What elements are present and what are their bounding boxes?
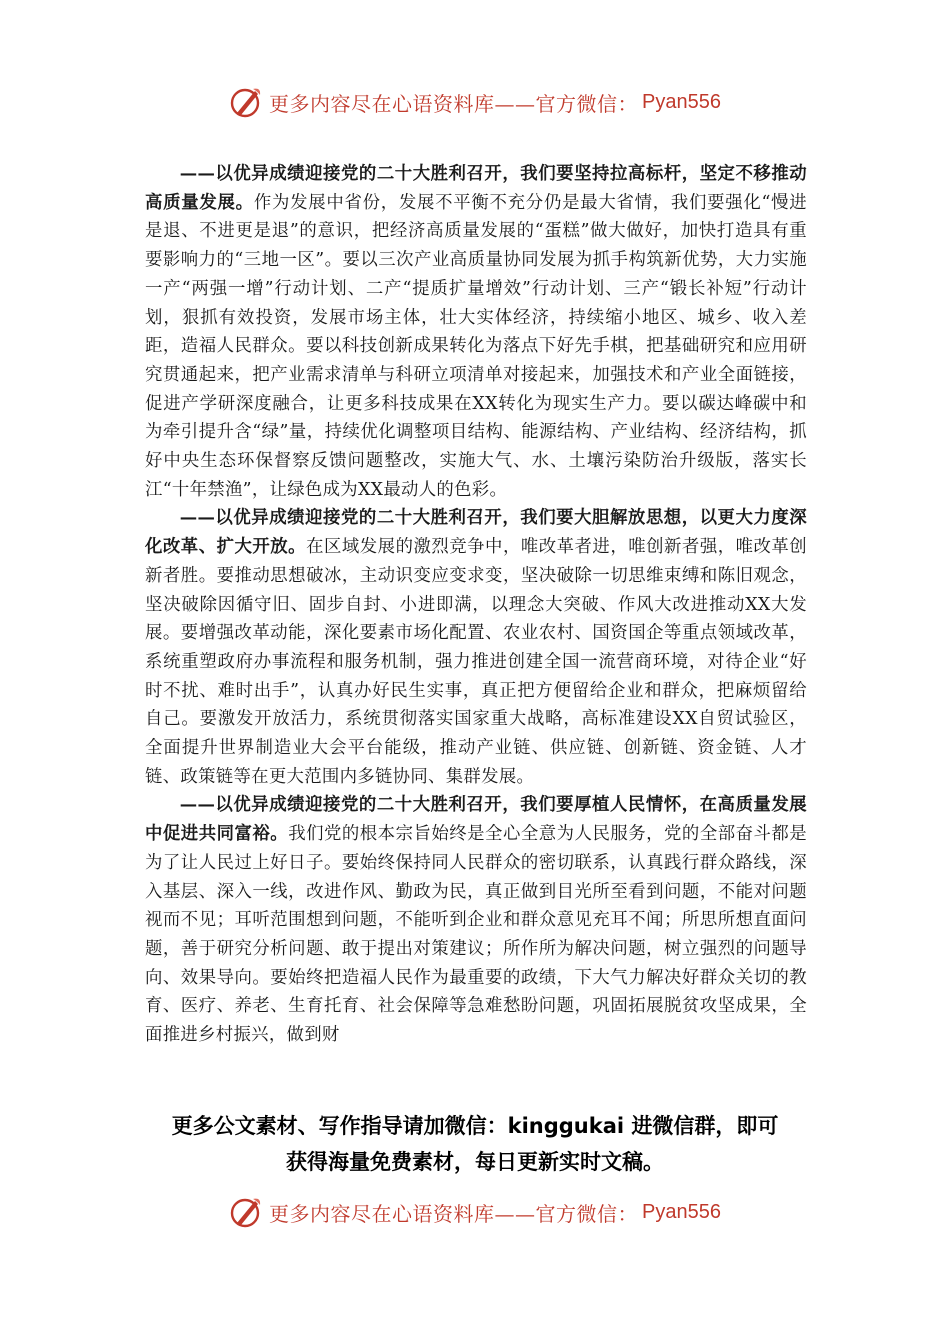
paragraph-1 <box>145 160 807 504</box>
banner-text: 更多内容尽在心语资料库——官方微信： <box>269 1201 639 1226</box>
quill-pen-logo-icon <box>229 1195 263 1229</box>
banner-wechat-id: Pyan556 <box>642 90 721 113</box>
quill-pen-logo-icon <box>229 85 263 119</box>
paragraph-lead: ——以优异成绩迎接党的二十大胜利召开，我们要厚植人民情怀，在高质量发展中促进共同富裕。 <box>145 795 807 845</box>
header-banner <box>0 82 950 122</box>
promo-line-1: 更多公文素材、写作指导请加微信：kinggukai 进微信群，即可 <box>171 1114 779 1138</box>
paragraph-3 <box>145 791 807 1049</box>
paragraph-2 <box>145 504 807 791</box>
paragraph-text: 在区域发展的激烈竞争中，唯改革者进，唯创新者强，唯改革创新者胜。要推动思想破冰，主动识变应变求变，坚决破除一切思维束缚和陈旧观念，坚决破除因循守旧、固步自封、小进即满，以理念大突破、作风大改进推动XX大发展。要增强改革动能，深化要素市场化配置、农业农村、国资国企等重点领域改革，系统重塑政府办事流程和服务机制，强力推进创建全国一流营商环境，对待企业“好时不扰、难时出手”，认真办好民生实事，真正把方便留给企业和群众，把麻烦留给自己。要激发开放活力，系统贯彻落实国家重大战略，高标准建设XX自贸试验区，全面提升世界制造业大会平台能级，推动产业链、供应链、创新链、资金链、人才链、政策链等在更大范围内多链协同、集群发展。 <box>145 537 807 787</box>
promo-line-2: 获得海量免费素材，每日更新实时文稿。 <box>286 1150 664 1174</box>
paragraph-lead: ——以优异成绩迎接党的二十大胜利召开，我们要大胆解放思想，以更大力度深化改革、扩大开放。 <box>145 508 807 558</box>
promo-notice <box>0 1108 950 1180</box>
paragraph-text: 作为发展中省份，发展不平衡不充分仍是最大省情，我们要强化“慢进是退、不进更是退”的意识，把经济高质量发展的“蛋糕”做大做好，加快打造具有重要影响力的“三地一区”。要以三次产业高质量协同发展为抓手构筑新优势，大力实施一产“两强一增”行动计划、二产“提质扩量增效”行动计划、三产“锻长补短”行动计划，狠抓有效投资，发展市场主体，壮大实体经济，持续缩小地区、城乡、收入差距，造福人民群众。要以科技创新成果转化为落点下好先手棋，把基础研究和应用研究贯通起来，把产业需求清单与科研立项清单对接起来，加强技术和产业全面链接，促进产学研深度融合，让更多科技成果在XX转化为现实生产力。要以碳达峰碳中和为牵引提升含“绿”量，持续优化调整项目结构、能源结构、产业结构、经济结构，抓好中央生态环保督察反馈问题整改，实施大气、水、土壤污染防治升级版，落实长江“十年禁渔”，让绿色成为XX最动人的色彩。 <box>145 192 807 500</box>
article-body <box>145 160 807 1050</box>
paragraph-text: 我们党的根本宗旨始终是全心全意为人民服务，党的全部奋斗都是为了让人民过上好日子。要始终保持同人民群众的密切联系，认真践行群众路线，深入基层、深入一线，改进作风、勤政为民，真正做到目光所至看到问题，不能对问题视而不见；耳听范围想到问题，不能听到企业和群众意见充耳不闻；所思所想直面问题，善于研究分析问题、敢于提出对策建议；所作所为解决问题，树立强烈的问题导向、效果导向。要始终把造福人民作为最重要的政绩，下大气力解决好群众关切的教育、医疗、养老、生育托育、社会保障等急难愁盼问题，巩固拓展脱贫攻坚成果，全面推进乡村振兴，做到财 <box>145 824 808 1046</box>
banner-text: 更多内容尽在心语资料库——官方微信： <box>269 91 639 116</box>
banner-wechat-id: Pyan556 <box>642 1200 721 1223</box>
footer-banner <box>0 1192 950 1232</box>
paragraph-lead: ——以优异成绩迎接党的二十大胜利召开，我们要坚持拉高标杆，坚定不移推动高质量发展。 <box>145 164 807 213</box>
